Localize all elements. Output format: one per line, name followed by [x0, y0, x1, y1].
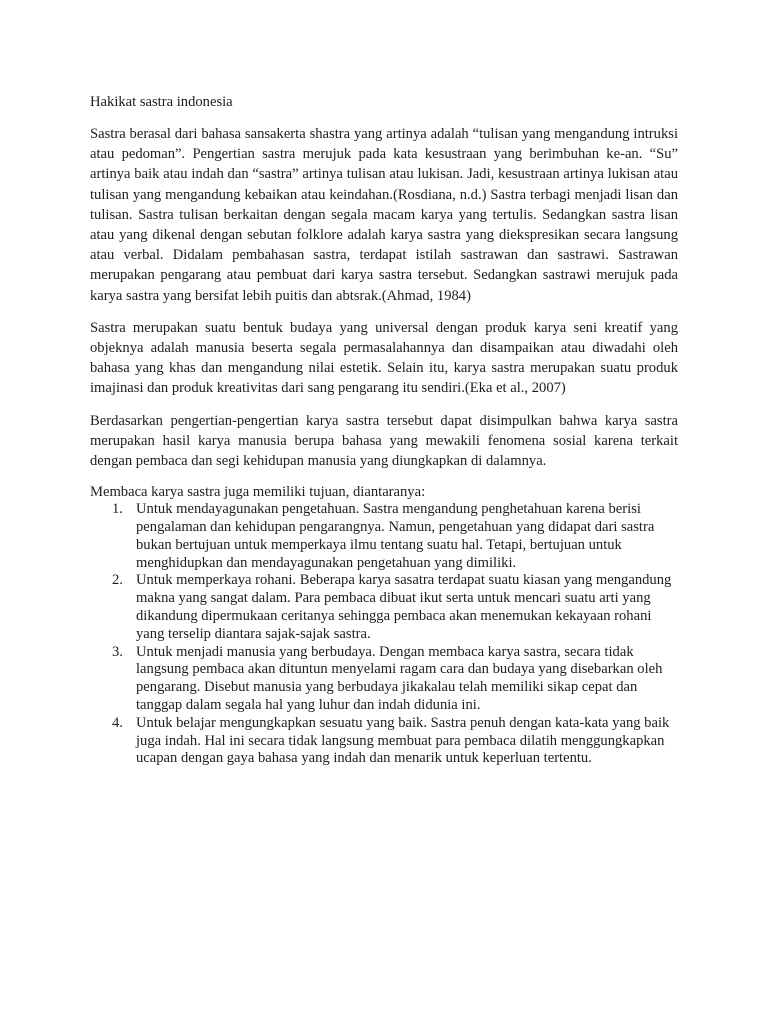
paragraph-conclusion: Berdasarkan pengertian-pengertian karya sastra tersebut dapat disimpulkan bahwa karya sastra merupakan hasil karya manusia berupa bahasa yang mewakili fenomena sosial karena terkait dengan pembaca dan segi kehidupan manusia yang diungkapkan di dalamnya. [90, 412, 678, 470]
list-item [90, 715, 678, 768]
goals-list [90, 501, 678, 768]
list-item-text: Untuk memperkaya rohani. Beberapa karya sasatra terdapat suatu kiasan yang mengandung makna yang sangat dalam. Para pembaca dibuat ikut serta untuk mencari suatu arti yang dikandung dipermukaan ceritanya sehingga pembaca akan menemukan kekayaan rohani yang terselip diantara sajak-sajak sastra. [136, 572, 672, 642]
list-item-number: 1. [112, 501, 123, 518]
paragraph-definition: Sastra berasal dari bahasa sansakerta shastra yang artinya adalah “tulisan yang mengandung intruksi atau pedoman”. Pengertian sastra merujuk pada kata kesustraan yang berimbuhan ke-an. “Su” artinya baik atau indah dan “sastra” artinya tulisan atau lukisan. Jadi, kesustraan artinya lukisan atau tulisan yang mengandung kebaikan atau keindahan.(Rosdiana, n.d.) Sastra terbagi menjadi lisan dan tulisan. Sastra tulisan berkaitan dengan segala macam karya yang tertulis. Sedangkan sastra lisan atau yang dikenal dengan sebutan folklore adalah karya sastra yang diekspresikan secara langsung atau verbal. Didalam pembahasan sastra, terdapat istilah sastrawan dan sastrawi. Sastrawan merupakan pengarang atau pembuat dari karya sastra tersebut. Sedangkan sastrawi merujuk pada karya sastra yang bersifat lebih puitis dan abtsrak.(Ahmad, 1984) [90, 126, 678, 304]
list-item-text: Untuk mendayagunakan pengetahuan. Sastra mengandung penghetahuan karena berisi pengalaman dan kehidupan pengarangnya. Namun, pengetahuan yang didapat dari sastra bukan bertujuan untuk memperkaya ilmu tentang suatu hal. Tetapi, bertujuan untuk menghidupkan dan mendayagunakan pengetahuan yang dimiliki. [136, 501, 655, 571]
list-item-text: Untuk belajar mengungkapkan sesuatu yang baik. Sastra penuh dengan kata-kata yang baik juga indah. Hal ini secara tidak langsung membuat para pembaca dilatih menggungkapkan ucapan dengan gaya bahasa yang indah dan menarik untuk keperluan tertentu. [136, 714, 670, 767]
list-item-number: 2. [112, 572, 123, 589]
list-item-text: Untuk menjadi manusia yang berbudaya. Dengan membaca karya sastra, secara tidak langsung pembaca akan dituntun menyelami ragam cara dan budaya yang disebarkan oleh pengarang. Disebut manusia yang berbudaya jikakalau telah memiliki sikap cepat dan tanggap dalam segala hal yang luhur dan indah didunia ini. [136, 643, 663, 714]
list-intro: Membaca karya sastra juga memiliki tujuan, diantaranya: [90, 484, 426, 501]
list-item-number: 3. [112, 643, 123, 660]
paragraph-culture: Sastra merupakan suatu bentuk budaya yang universal dengan produk karya seni kreatif yang objeknya adalah manusia beserta segala permasalahannya dan disampaikan atau diwadahi oleh bahasa yang khas dan mengandung nilai estetik. Selain itu, karya sastra merupakan suatu produk imajinasi dan produk kreativitas dari sang pengarang itu sendiri.(Eka et al., 2007) [90, 319, 678, 397]
list-item [90, 644, 678, 715]
list-item-number: 4. [112, 714, 123, 731]
list-item [90, 501, 678, 572]
list-item [90, 572, 678, 643]
document-title: Hakikat sastra indonesia [90, 94, 233, 110]
